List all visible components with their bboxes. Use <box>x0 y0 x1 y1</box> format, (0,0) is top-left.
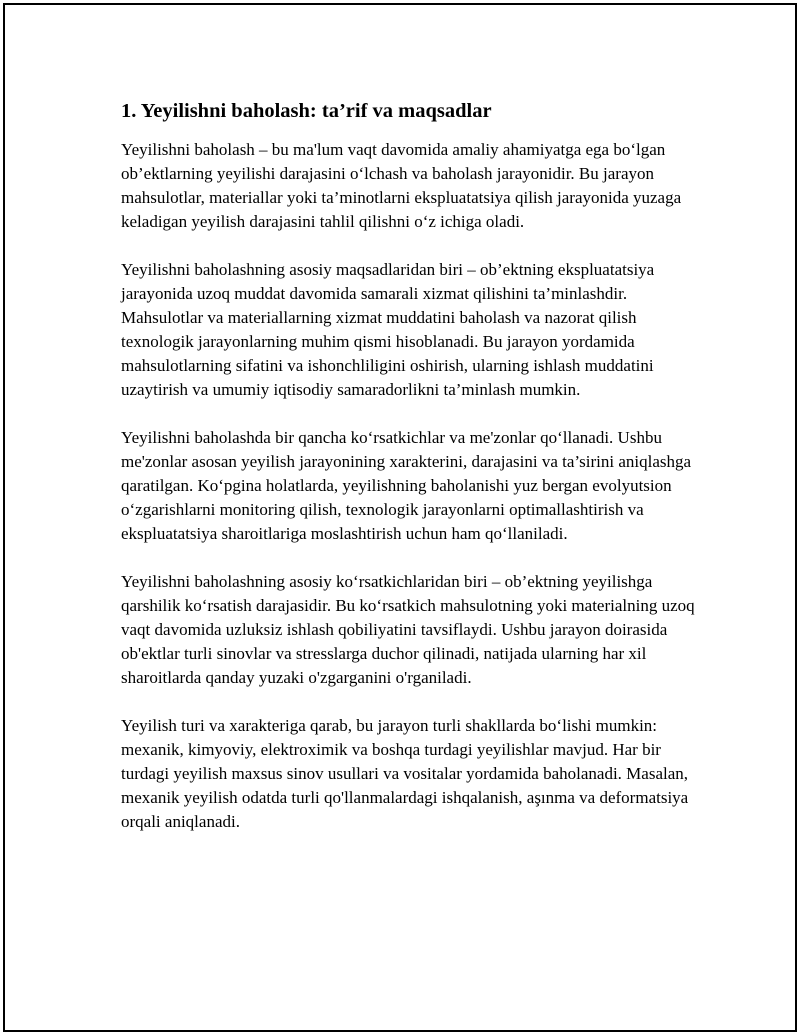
paragraph-wear-types: Yeyilish turi va xarakteriga qarab, bu jarayon turli shakllarda bo‘lishi mumkin: mexanik, kimyoviy, elektroximik va boshqa turdagi yeyilishlar mavjud. Har bir turdagi yeyilish maxsus sinov usullari va vositalar yordamida baholanadi. Masalan, mexanik yeyilish odatda turli qo'llanmalardagi ishqalanish, aşınma va deformatsiya orqali aniqlanadi. <box>121 716 689 831</box>
section-title: 1. Yeyilishni baholash: ta’rif va maqsadlar <box>121 100 492 122</box>
paragraph-resistance: Yeyilishni baholashning asosiy ko‘rsatkichlaridan biri – ob’ektning yeyilishga qarshilik ko‘rsatish darajasidir. Bu ko‘rsatkich mahsulotning yoki materialning uzoq vaqt davomida uzluksiz ishlash qobiliyatini tavsiflaydi. Ushbu jarayon doirasida ob'ektlar turli sinovlar va stresslarga duchor qilinadi, natijada ularning har xil sharoitlarda qanday yuzaki o'zgarganini o'rganiladi. <box>121 572 695 687</box>
paragraph-definition: Yeyilishni baholash – bu ma'lum vaqt davomida amaliy ahamiyatga ega bo‘lgan ob’ektlarning yeyilishi darajasini o‘lchash va baholash jarayonidir. Bu jarayon mahsulotlar, materiallar yoki ta’minotlarni ekspluatatsiya qilish jarayonida yuzaga keladigan yeyilish darajasini tahlil qilishni o‘z ichiga oladi. <box>121 140 682 231</box>
paragraph-goals: Yeyilishni baholashning asosiy maqsadlaridan biri – ob’ektning ekspluatatsiya jarayonida uzoq muddat davomida samarali xizmat qilishini ta’minlashdir. Mahsulotlar va materiallarning xizmat muddatini baholash va nazorat qilish texnologik jarayonlarning muhim qismi hisoblanadi. Bu jarayon yordamida mahsulotlarning sifatini va ishonchliligini oshirish, ularning ishlash muddatini uzaytirish va umumiy iqtisodiy samaradorlikni ta’minlash mumkin. <box>121 260 655 399</box>
page-frame <box>3 3 797 1032</box>
document-body <box>121 97 701 858</box>
paragraph-criteria: Yeyilishni baholashda bir qancha ko‘rsatkichlar va me'zonlar qo‘llanadi. Ushbu me'zonlar asosan yeyilish jarayonining xarakterini, darajasini va ta’sirini aniqlashga qaratilgan. Ko‘pgina holatlarda, yeyilishning baholanishi yuz bergan evolyutsion o‘zgarishlarni monitoring qilish, texnologik jarayonlarni optimallashtirish va ekspluatatsiya sharoitlariga moslashtirish uchun ham qo‘llaniladi. <box>121 428 692 543</box>
